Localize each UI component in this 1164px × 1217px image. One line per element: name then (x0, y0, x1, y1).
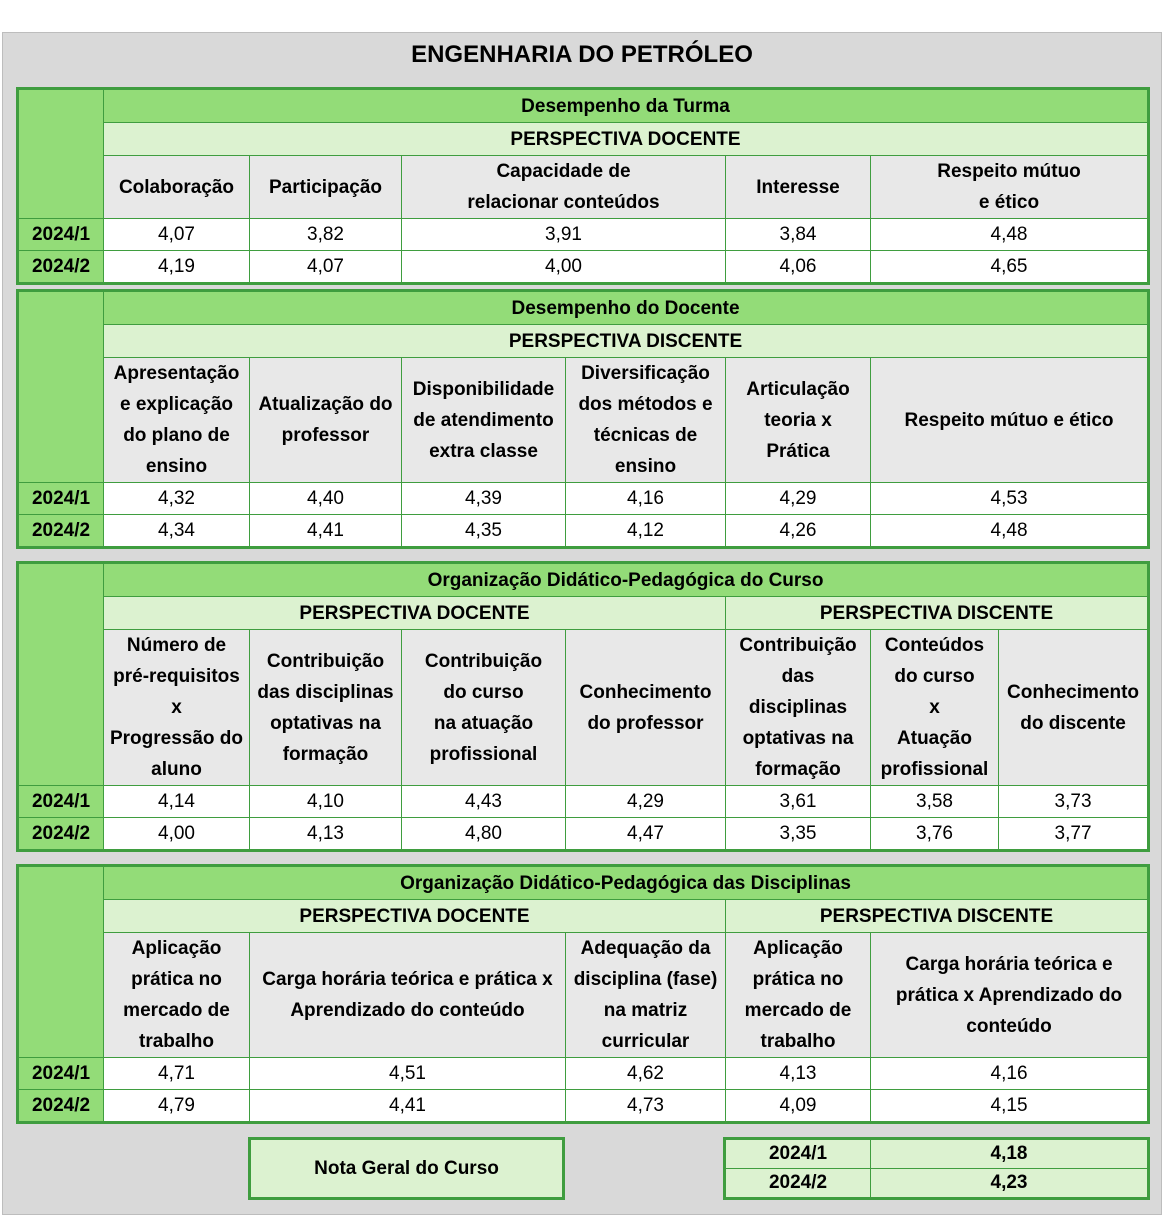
table-row (18, 219, 1149, 251)
perspective-label: PERSPECTIVA DOCENTE (104, 123, 1149, 156)
perspective-label: PERSPECTIVA DOCENTE (104, 597, 726, 630)
column-header: Contribuição do curso na atuação profissional (402, 630, 566, 786)
value-cell: 4,26 (726, 515, 871, 548)
column-header: Respeito mútuo e ético (871, 358, 1149, 483)
column-header: Disponibilidade de atendimento extra classe (402, 358, 566, 483)
section-desempenho-docente (16, 289, 1150, 549)
nota-geral-table (723, 1137, 1150, 1200)
perspective-label: PERSPECTIVA DISCENTE (726, 597, 1149, 630)
column-header: Número de pré-requisitos x Progressão do aluno (104, 630, 250, 786)
year-label: 2024/1 (18, 219, 104, 251)
value-cell: 3,82 (250, 219, 402, 251)
column-header: Contribuição das disciplinas optativas na formação (250, 630, 402, 786)
table-row (18, 515, 1149, 548)
year-label: 2024/2 (18, 251, 104, 284)
value-cell: 4,32 (104, 483, 250, 515)
value-cell: 4,14 (104, 786, 250, 818)
value-cell: 3,76 (871, 818, 999, 851)
value-cell: 3,35 (726, 818, 871, 851)
column-header: Aplicação prática no mercado de trabalho (104, 933, 250, 1058)
year-label: 2024/2 (18, 818, 104, 851)
value-cell: 4,53 (871, 483, 1149, 515)
table-row (18, 251, 1149, 284)
year-label: 2024/1 (18, 786, 104, 818)
table-row (725, 1139, 1149, 1169)
corner-cell (18, 866, 104, 1058)
value-cell: 4,00 (402, 251, 726, 284)
table-row (18, 483, 1149, 515)
section-organizacao-curso (16, 561, 1150, 852)
value-cell: 4,48 (871, 515, 1149, 548)
column-header: Carga horária teórica e prática x Aprendizado do conteúdo (250, 933, 566, 1058)
corner-cell (18, 563, 104, 786)
value-cell: 3,77 (999, 818, 1149, 851)
column-header: Capacidade de relacionar conteúdos (402, 156, 726, 219)
column-header: Conhecimento do professor (566, 630, 726, 786)
year-label: 2024/1 (725, 1139, 871, 1169)
table-row (18, 786, 1149, 818)
table-row (725, 1169, 1149, 1199)
column-header: Atualização do professor (250, 358, 402, 483)
perspective-label: PERSPECTIVA DISCENTE (726, 900, 1149, 933)
value-cell: 4,48 (871, 219, 1149, 251)
column-header: Conhecimento do discente (999, 630, 1149, 786)
value-cell: 4,07 (104, 219, 250, 251)
page-title: ENGENHARIA DO PETRÓLEO (411, 41, 753, 68)
section-organizacao-disciplinas (16, 864, 1150, 1124)
column-header: Conteúdos do curso x Atuação profissional (871, 630, 999, 786)
column-header: Interesse (726, 156, 871, 219)
year-label: 2024/2 (725, 1169, 871, 1199)
value-cell: 4,13 (250, 818, 402, 851)
section-title: Organização Didático-Pedagógica das Disciplinas (104, 866, 1149, 900)
table-row (18, 818, 1149, 851)
corner-cell (18, 291, 104, 483)
section-title: Organização Didático-Pedagógica do Curso (104, 563, 1149, 597)
value-cell: 4,07 (250, 251, 402, 284)
section-title: Desempenho da Turma (104, 89, 1149, 123)
year-label: 2024/1 (18, 1058, 104, 1090)
column-header: Carga horária teórica e prática x Aprendizado do conteúdo (871, 933, 1149, 1058)
value-cell: 4,16 (871, 1058, 1149, 1090)
value-cell: 3,61 (726, 786, 871, 818)
value-cell: 4,71 (104, 1058, 250, 1090)
value-cell: 4,39 (402, 483, 566, 515)
column-header: Apresentação e explicação do plano de ensino (104, 358, 250, 483)
column-header: Respeito mútuo e ético (871, 156, 1149, 219)
column-header: Participação (250, 156, 402, 219)
value-cell: 4,43 (402, 786, 566, 818)
value-cell: 4,47 (566, 818, 726, 851)
value-cell: 4,79 (104, 1090, 250, 1123)
value-cell: 3,73 (999, 786, 1149, 818)
year-label: 2024/1 (18, 483, 104, 515)
table-row (18, 1058, 1149, 1090)
value-cell: 4,51 (250, 1058, 566, 1090)
nota-value: 4,23 (871, 1169, 1149, 1199)
column-header: Aplicação prática no mercado de trabalho (726, 933, 871, 1058)
corner-cell (18, 89, 104, 219)
value-cell: 3,58 (871, 786, 999, 818)
value-cell: 4,73 (566, 1090, 726, 1123)
value-cell: 4,41 (250, 515, 402, 548)
year-label: 2024/2 (18, 515, 104, 548)
value-cell: 4,65 (871, 251, 1149, 284)
column-header: Contribuição das disciplinas optativas na formação (726, 630, 871, 786)
value-cell: 4,29 (726, 483, 871, 515)
value-cell: 3,91 (402, 219, 726, 251)
value-cell: 4,19 (104, 251, 250, 284)
column-header: Colaboração (104, 156, 250, 219)
value-cell: 4,12 (566, 515, 726, 548)
nota-value: 4,18 (871, 1139, 1149, 1169)
value-cell: 3,84 (726, 219, 871, 251)
value-cell: 4,06 (726, 251, 871, 284)
value-cell: 4,13 (726, 1058, 871, 1090)
nota-geral-label: Nota Geral do Curso (248, 1137, 565, 1200)
value-cell: 4,41 (250, 1090, 566, 1123)
value-cell: 4,16 (566, 483, 726, 515)
value-cell: 4,34 (104, 515, 250, 548)
value-cell: 4,80 (402, 818, 566, 851)
column-header: Diversificação dos métodos e técnicas de ensino (566, 358, 726, 483)
column-header: Adequação da disciplina (fase) na matriz curricular (566, 933, 726, 1058)
value-cell: 4,09 (726, 1090, 871, 1123)
value-cell: 4,29 (566, 786, 726, 818)
perspective-label: PERSPECTIVA DOCENTE (104, 900, 726, 933)
column-header: Articulação teoria x Prática (726, 358, 871, 483)
value-cell: 4,00 (104, 818, 250, 851)
value-cell: 4,35 (402, 515, 566, 548)
section-desempenho-turma (16, 87, 1150, 285)
value-cell: 4,10 (250, 786, 402, 818)
value-cell: 4,15 (871, 1090, 1149, 1123)
perspective-label: PERSPECTIVA DISCENTE (104, 325, 1149, 358)
value-cell: 4,40 (250, 483, 402, 515)
year-label: 2024/2 (18, 1090, 104, 1123)
section-title: Desempenho do Docente (104, 291, 1149, 325)
table-row (18, 1090, 1149, 1123)
value-cell: 4,62 (566, 1058, 726, 1090)
